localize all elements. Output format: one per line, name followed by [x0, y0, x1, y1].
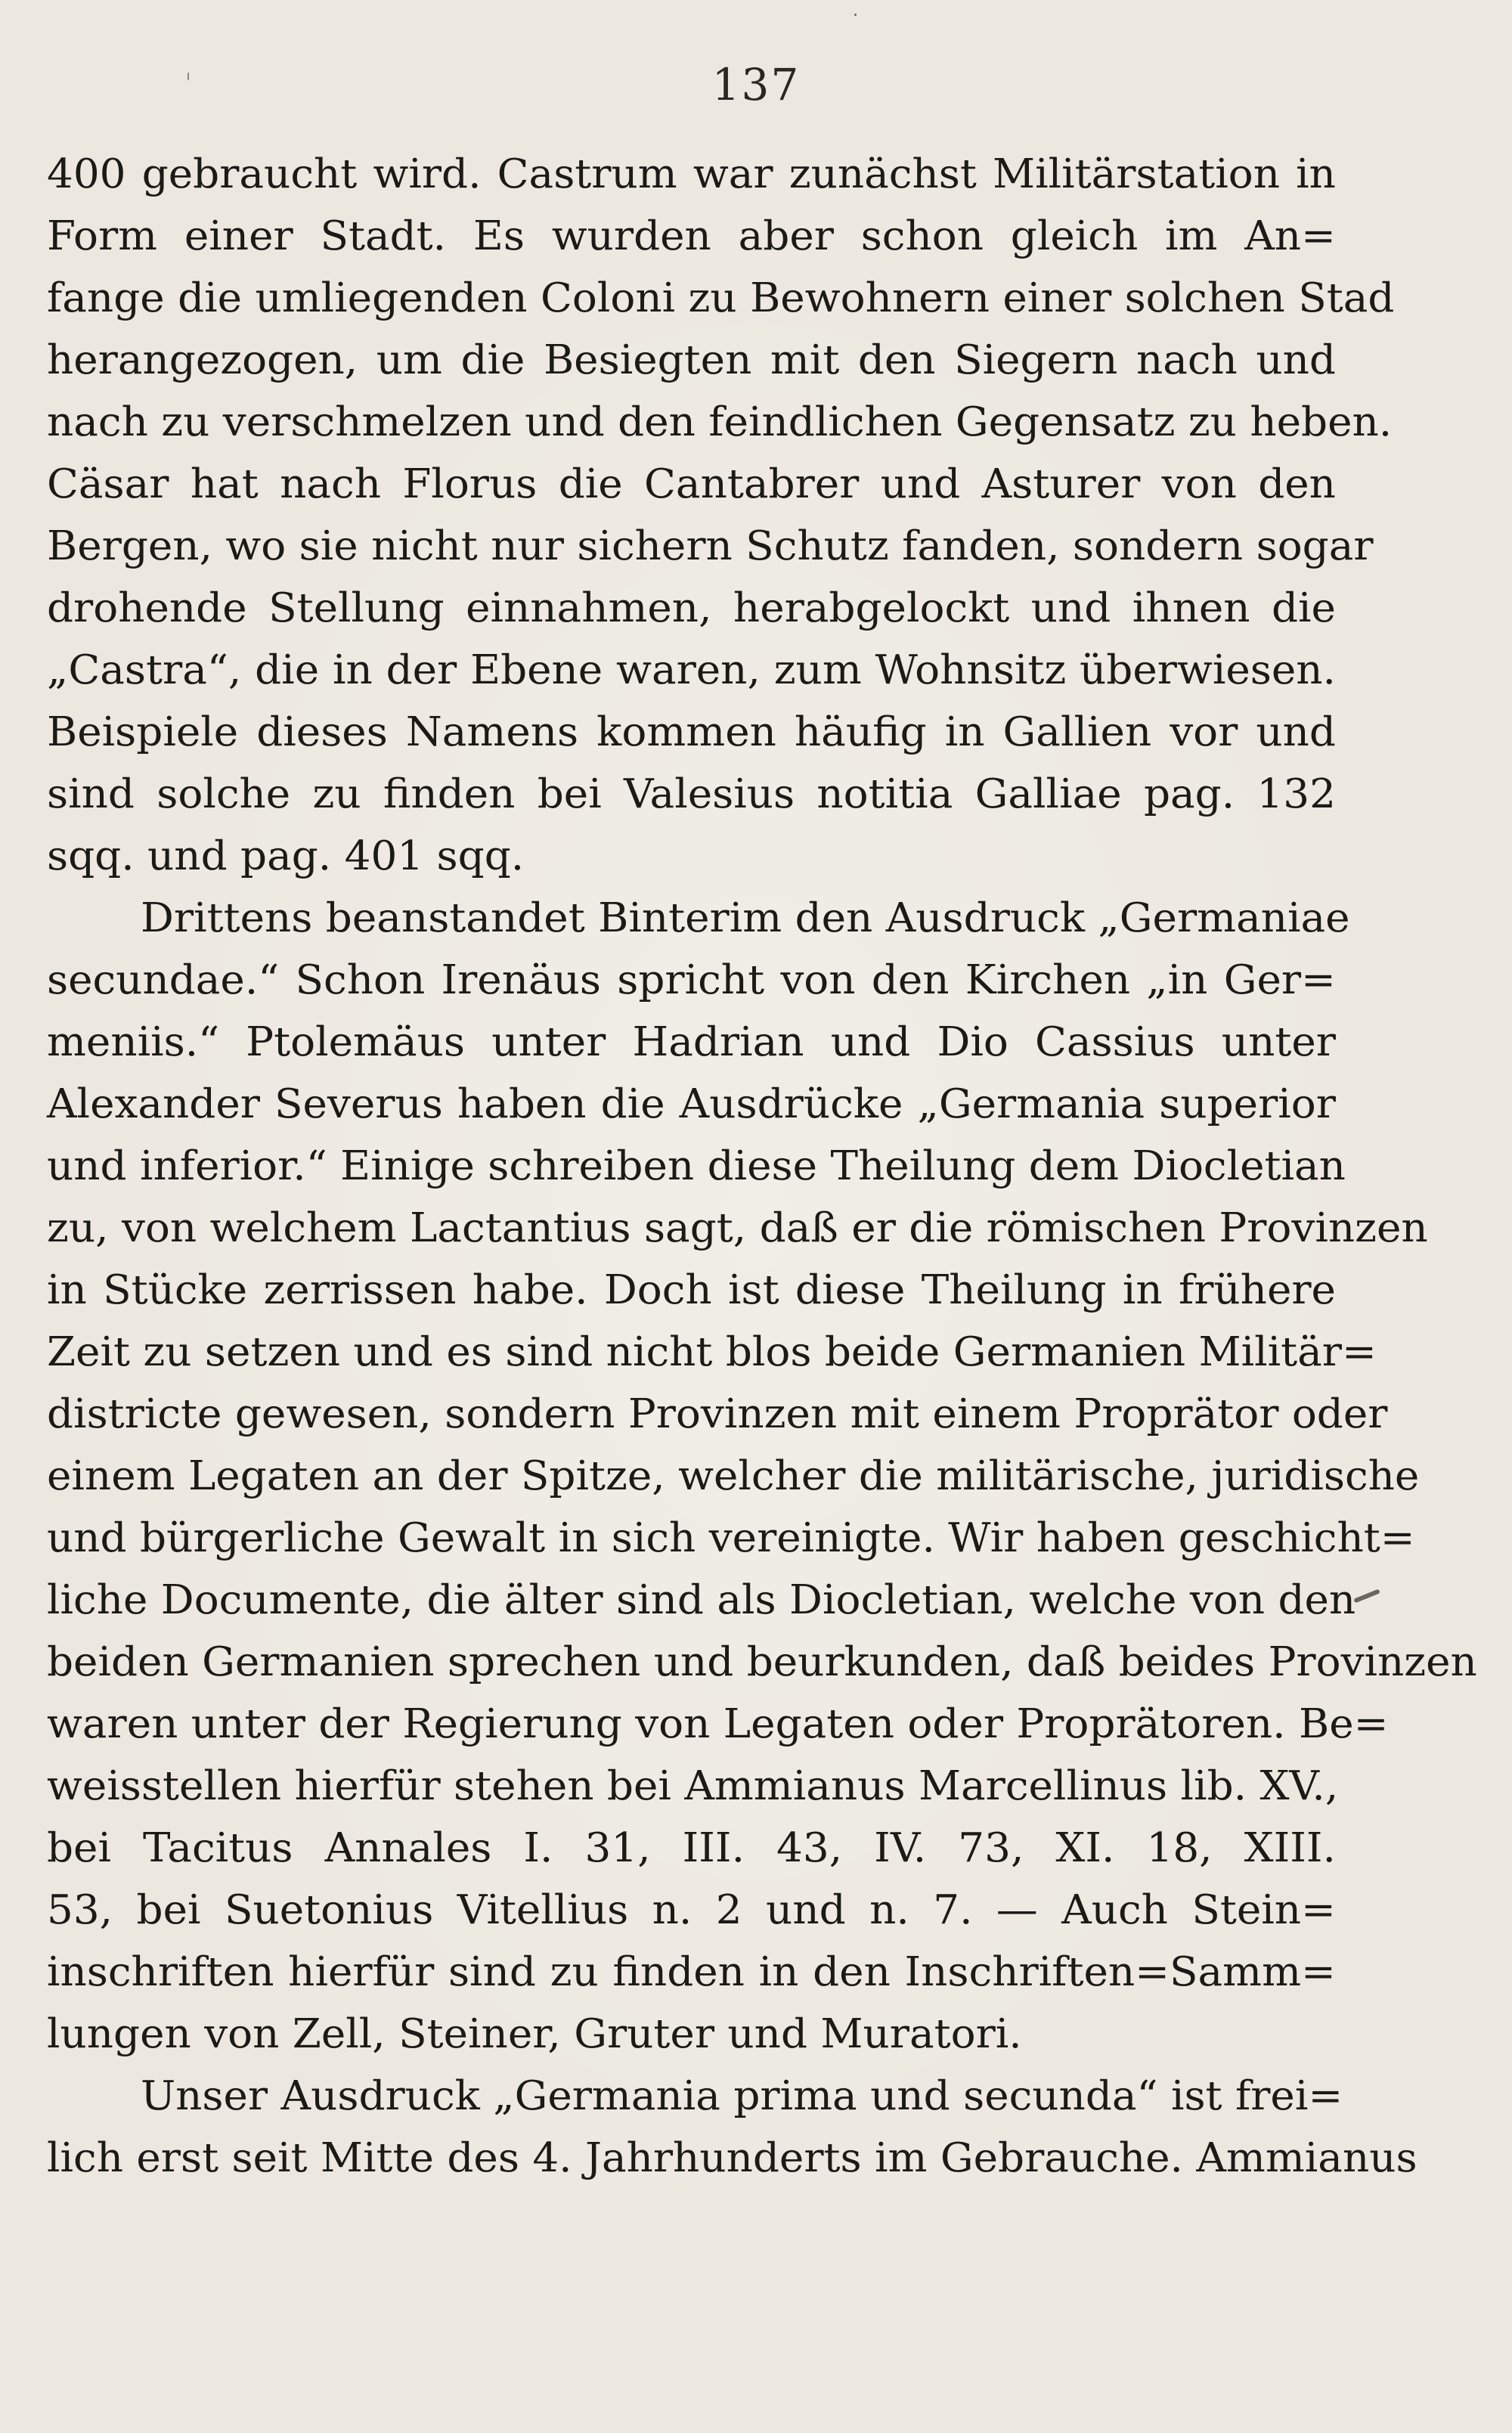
text-line: waren unter der Regierung von Legaten oder Proprätoren. Be= — [47, 1701, 1389, 1747]
text-line: nach zu verschmelzen und den feindlichen Gegensatz zu heben. — [47, 399, 1393, 445]
scan-speck — [854, 14, 857, 16]
text-line: Zeit zu setzen und es sind nicht blos beide Germanien Militär= — [47, 1329, 1377, 1375]
text-line: herangezogen, um die Besiegten mit den Siegern nach und — [47, 337, 1336, 383]
text-line: „Castra“, die in der Ebene waren, zum Wohnsitz überwiesen. — [47, 647, 1336, 693]
text-line: Alexander Severus haben die Ausdrücke „Germania superior — [47, 1081, 1336, 1127]
paragraph-1 — [47, 144, 1395, 888]
text-line: Bergen, wo sie nicht nur sichern Schutz fanden, sondern sogar — [47, 523, 1374, 569]
scan-speck — [1353, 1588, 1380, 1603]
text-line: districte gewesen, sondern Provinzen mit einem Proprätor oder — [47, 1391, 1388, 1437]
text-line: lungen von Zell, Steiner, Gruter und Muratori. — [47, 2011, 1022, 2057]
paragraph-3 — [47, 2066, 1418, 2190]
page-number: 137 — [711, 59, 801, 110]
text-line: und bürgerliche Gewalt in sich vereinigte. Wir haben geschicht= — [47, 1515, 1415, 1561]
text-line: Beispiele dieses Namens kommen häufig in Gallien vor und — [47, 709, 1336, 755]
text-line: sind solche zu finden bei Valesius notitia Galliae pag. 132 — [47, 771, 1336, 817]
text-line: fange die umliegenden Coloni zu Bewohnern einer solchen Stad — [47, 275, 1395, 321]
paragraph-2 — [47, 888, 1477, 2066]
text-line: Cäsar hat nach Florus die Cantabrer und Asturer von den — [47, 461, 1336, 507]
text-line: secundae.“ Schon Irenäus spricht von den Kirchen „in Ger= — [47, 957, 1336, 1003]
text-line: 400 gebraucht wird. Castrum war zunächst Militärstation in — [47, 151, 1336, 197]
text-line: lich erst seit Mitte des 4. Jahrhunderts im Gebrauche. Ammianus — [47, 2135, 1418, 2181]
text-line: drohende Stellung einnahmen, herabgelockt und ihnen die — [47, 585, 1336, 631]
text-line: liche Documente, die älter sind als Diocletian, welche von den — [47, 1577, 1356, 1623]
text-line: in Stücke zerrissen habe. Doch ist diese Theilung in frühere — [47, 1267, 1336, 1313]
text-line: und inferior.“ Einige schreiben diese Theilung dem Diocletian — [47, 1143, 1346, 1189]
text-line: inschriften hierfür sind zu finden in den Inschriften=Samm= — [47, 1949, 1336, 1995]
text-line: bei Tacitus Annales I. 31, III. 43, IV. 73, XI. 18, XIII. — [47, 1825, 1336, 1871]
text-line: beiden Germanien sprechen und beurkunden, daß beides Provinzen — [47, 1639, 1477, 1685]
text-line: weisstellen hierfür stehen bei Ammianus Marcellinus lib. XV., — [47, 1763, 1339, 1809]
text-line: Drittens beanstandet Binterim den Ausdruck „Germaniae — [140, 895, 1350, 941]
text-line: sqq. und pag. 401 sqq. — [47, 833, 525, 879]
text-line: einem Legaten an der Spitze, welcher die militärische, juridische — [47, 1453, 1420, 1499]
text-line: Unser Ausdruck „Germania prima und secunda“ ist frei= — [140, 2073, 1343, 2119]
text-line: 53, bei Suetonius Vitellius n. 2 und n. 7. — Auch Stein= — [47, 1887, 1336, 1933]
body-text — [47, 144, 1477, 2190]
text-line: Form einer Stadt. Es wurden aber schon gleich im An= — [47, 213, 1336, 259]
scan-speck — [187, 73, 189, 80]
text-line: meniis.“ Ptolemäus unter Hadrian und Dio Cassius unter — [47, 1019, 1336, 1065]
text-line: zu, von welchem Lactantius sagt, daß er die römischen Provinzen — [47, 1205, 1428, 1251]
